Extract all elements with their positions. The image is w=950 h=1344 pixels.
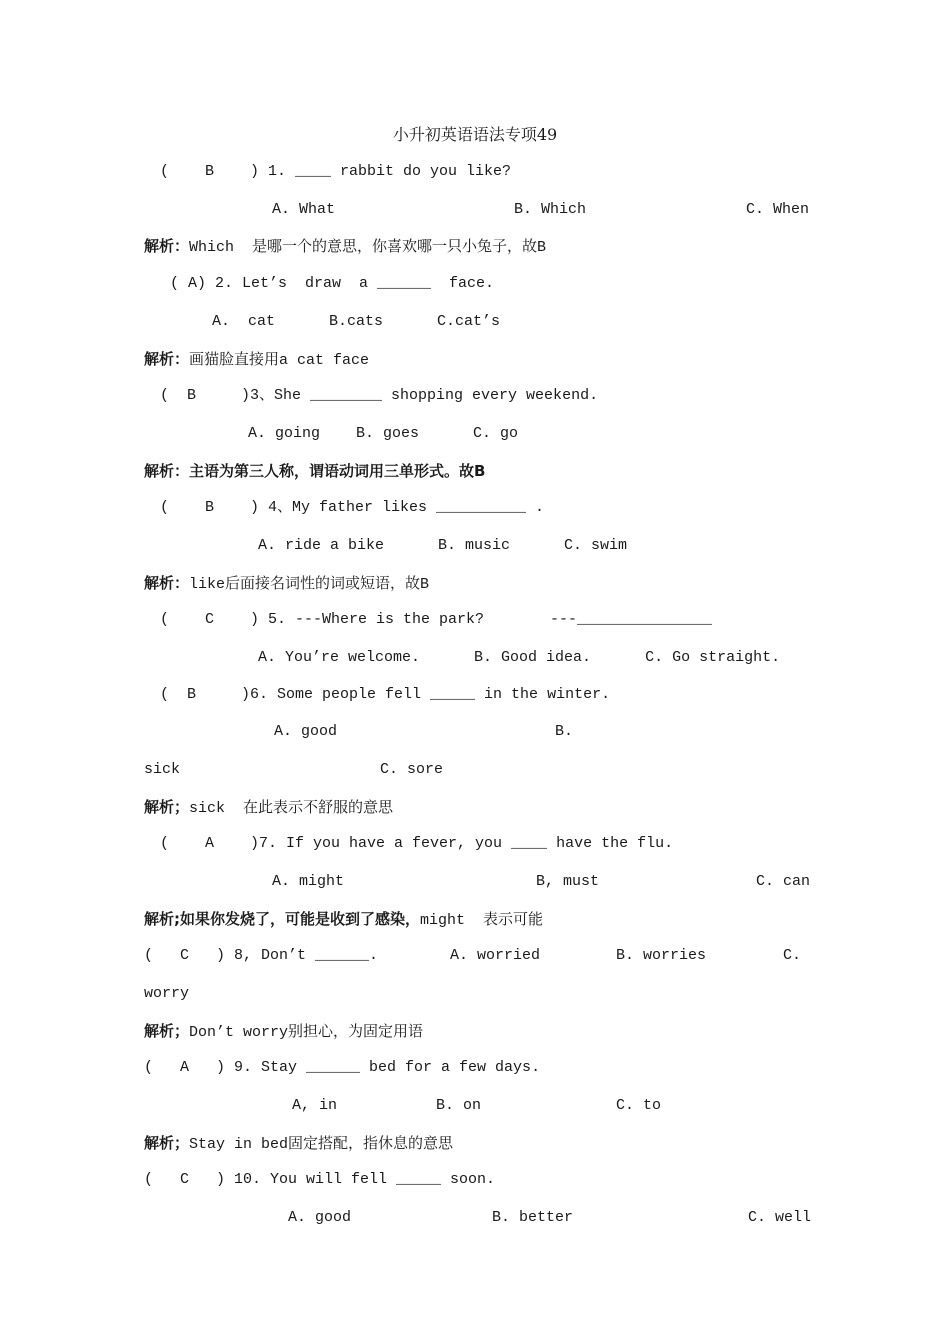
analysis-label: 解析； bbox=[144, 798, 190, 816]
q7-option-b: B, must bbox=[536, 873, 600, 890]
q7-analysis bbox=[144, 909, 543, 931]
q4-analysis-text: like后面接名词性的词或短语，故B bbox=[189, 576, 430, 593]
q8-option-c-text: worry bbox=[144, 985, 190, 1002]
question-6: ( B )6. Some people fell _____ in the winter. bbox=[160, 686, 611, 703]
q7-option-a: A. might bbox=[272, 873, 345, 890]
q2-analysis bbox=[144, 349, 369, 371]
q8-analysis bbox=[144, 1021, 423, 1043]
q6-analysis-text: sick 在此表示不舒服的意思 bbox=[189, 800, 394, 817]
q2-analysis-text: 画猫脸直接用a cat face bbox=[189, 352, 370, 369]
q7-analysis-text: might 表示可能 bbox=[420, 912, 544, 929]
analysis-label: 解析： bbox=[144, 462, 190, 480]
analysis-label: 解析； bbox=[144, 1022, 190, 1040]
q7-analysis-bold: 如果你发烧了，可能是收到了感染， bbox=[180, 910, 421, 928]
question-4: ( B ) 4、My father likes __________ . bbox=[160, 499, 545, 516]
q5-reply: ---_______________ bbox=[550, 611, 713, 628]
question-10: ( C ) 10. You will fell _____ soon. bbox=[144, 1171, 496, 1188]
q1-option-c: C. When bbox=[746, 201, 810, 218]
q8-option-a: A. worried bbox=[450, 947, 541, 964]
analysis-label: 解析： bbox=[144, 574, 190, 592]
q1-option-a: A. What bbox=[272, 201, 336, 218]
q3-analysis bbox=[144, 461, 485, 483]
question-2: ( A) 2. Let’s draw a ______ face. bbox=[170, 275, 495, 292]
q6-option-a: A. good bbox=[274, 723, 338, 740]
q5-options: A. You’re welcome. B. Good idea. C. Go straight. bbox=[258, 649, 781, 666]
q3-options: A. going B. goes C. go bbox=[248, 425, 519, 442]
q6-option-c: C. sore bbox=[380, 761, 444, 778]
question-5: ( C ) 5. ---Where is the park? bbox=[160, 611, 485, 628]
question-8: ( C ) 8, Don’t ______. bbox=[144, 947, 379, 964]
q8-analysis-text: Don’t worry别担心，为固定用语 bbox=[189, 1024, 424, 1041]
analysis-label: 解析; bbox=[144, 910, 180, 928]
q10-option-a: A. good bbox=[288, 1209, 352, 1226]
q4-options: A. ride a bike B. music C. swim bbox=[258, 537, 628, 554]
q4-analysis bbox=[144, 573, 429, 595]
q9-analysis-text: Stay in bed固定搭配，指休息的意思 bbox=[189, 1136, 454, 1153]
q9-options: A, in B. on C. to bbox=[292, 1097, 662, 1114]
q7-option-c: C. can bbox=[756, 873, 811, 890]
q6-analysis bbox=[144, 797, 393, 819]
q8-option-b: B. worries bbox=[616, 947, 707, 964]
q1-option-b: B. Which bbox=[514, 201, 587, 218]
q10-option-c: C. well bbox=[748, 1209, 812, 1226]
q6-option-b-text: sick bbox=[144, 761, 181, 778]
q2-options: A. cat B.cats C.cat’s bbox=[212, 313, 501, 330]
question-9: ( A ) 9. Stay ______ bed for a few days. bbox=[144, 1059, 541, 1076]
question-1: ( B ) 1. ____ rabbit do you like? bbox=[160, 163, 512, 180]
q10-option-b: B. better bbox=[492, 1209, 574, 1226]
q8-option-c: C. bbox=[783, 947, 802, 964]
q9-analysis bbox=[144, 1133, 453, 1155]
q3-analysis-text: 主语为第三人称，谓语动词用三单形式。故B bbox=[189, 462, 486, 480]
question-7: ( A )7. If you have a fever, you ____ have the flu. bbox=[160, 835, 674, 852]
analysis-label: 解析： bbox=[144, 237, 190, 255]
page-title: 小升初英语语法专项49 bbox=[392, 125, 558, 144]
analysis-label: 解析； bbox=[144, 1134, 190, 1152]
q1-analysis-text: Which 是哪一个的意思，你喜欢哪一只小兔子，故B bbox=[189, 239, 547, 256]
analysis-label: 解析： bbox=[144, 350, 190, 368]
q1-analysis bbox=[144, 236, 546, 258]
question-3: ( B )3、She ________ shopping every weekend. bbox=[160, 387, 599, 404]
q6-option-b: B. bbox=[555, 723, 574, 740]
